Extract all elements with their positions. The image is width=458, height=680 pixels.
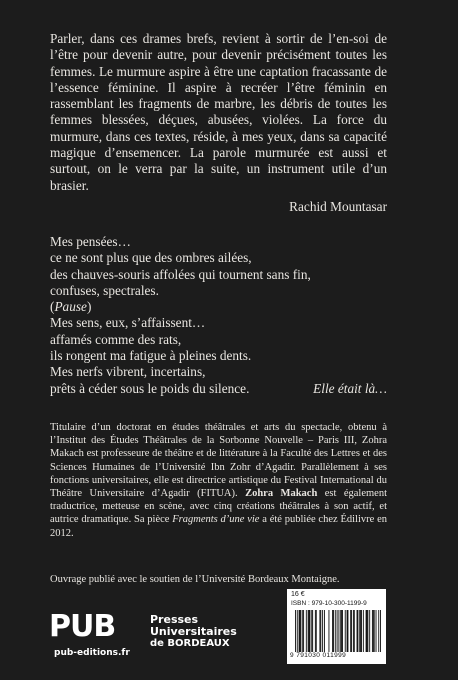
pause-word: Pause (54, 299, 87, 315)
barcode-bar (374, 610, 375, 652)
barcode-bar (295, 610, 296, 652)
barcode-bar (350, 610, 351, 652)
barcode-bar (322, 610, 323, 652)
barcode-bar (308, 610, 309, 652)
author-name: Zohra Makach (245, 488, 318, 500)
presses-line: Universitaires (150, 625, 237, 638)
barcode-bar (340, 610, 341, 652)
pub-logo: PUB (49, 609, 116, 644)
barcode-bar (341, 610, 342, 652)
barcode (295, 610, 381, 652)
barcode-box (287, 589, 386, 664)
barcode-bar (366, 610, 367, 652)
barcode-bar (342, 610, 343, 652)
poem-line: ils rongent ma fatigue à pleines dents. (50, 348, 252, 364)
poem-line: affamés comme des rats, (50, 331, 182, 347)
author-bio (50, 421, 387, 540)
poem-line: Mes pensées… (50, 234, 131, 249)
bio-part: Titulaire d’un doctorat en études théâtrales et arts du spectacle, obtenu à l’Institut des Études Théâtrales de la Sorbonne Nouvelle – Paris III, Zohra Makach est professeure de théâtre et de littérature à la Faculté des Lettres et des Sciences Humaines de l’Université Ibn Zohr d’Agadir. Parallèlement à ses fonctions universitaires, elle est directrice artistique du Festival International du Théâtre Universitaire d’Agadir (FITUA). (50, 422, 387, 500)
barcode-bar (300, 610, 301, 652)
poem (50, 234, 390, 397)
paren-close: ) (86, 299, 92, 315)
bio-part: a été publiée chez Édilivre en 2012. (50, 514, 387, 539)
barcode-bar (351, 610, 352, 652)
barcode-bar (369, 610, 370, 652)
barcode-bar (306, 610, 307, 652)
isbn: ISBN : 979-10-300-1199-9 (291, 600, 367, 607)
barcode-bar (367, 610, 368, 652)
barcode-bar (312, 610, 313, 652)
barcode-bar (311, 610, 312, 652)
barcode-bar (363, 610, 364, 652)
barcode-bar (297, 610, 298, 652)
barcode-bar (337, 610, 338, 652)
barcode-bar (348, 610, 349, 652)
pub-url: pub-editions.fr (54, 648, 130, 658)
barcode-bar (302, 610, 303, 652)
barcode-bar (335, 610, 336, 652)
barcode-bar (353, 610, 354, 652)
barcode-bar (299, 610, 300, 652)
poem-line: confuses, spectrales. (50, 282, 159, 298)
barcode-bar (360, 610, 361, 652)
barcode-bar (324, 610, 325, 652)
barcode-bar (347, 610, 348, 652)
barcode-bar (354, 610, 355, 652)
intro-text: Parler, dans ces drames brefs, revient à sortir de l’en-soi de l’être pour devenir autre, pour devenir précisément toutes les femmes. Le murmure aspire à être une captation fracassante de l’essence féminine. Il aspire à recréer l’être féminin en rassemblant les fragments de marbre, les débris de toutes les femmes blessées, déçues, abusées, violées. La force du murmure, dans ces textes, réside, à mes yeux, dans sa capacité magique d’ensemencer. La parole murmurée est aussi et surtout, on le verra par la suite, un instrument utile d’un brasier. (50, 31, 387, 193)
barcode-bar (319, 610, 320, 652)
poem-line: Mes nerfs vibrent, incertains, (50, 364, 206, 380)
barcode-bar (359, 610, 360, 652)
presses-logo (150, 614, 237, 650)
barcode-bar (376, 610, 377, 652)
barcode-bar (315, 610, 316, 652)
support-note: Ouvrage publié avec le soutien de l’Université Bordeaux Montaigne. (50, 574, 340, 585)
barcode-bar (309, 610, 310, 652)
barcode-bar (328, 610, 329, 652)
poem-line-pause (50, 299, 390, 315)
barcode-bar (338, 610, 339, 652)
poem-line: Mes sens, eux, s’affaissent… (50, 315, 206, 331)
barcode-bar (380, 610, 381, 652)
barcode-bar (309, 610, 310, 652)
poem-line: des chauves-souris affolées qui tournent sans fin, (50, 266, 311, 282)
presses-line: Presses (150, 613, 199, 626)
barcode-bar (367, 610, 368, 652)
poem-end: Elle était là… (313, 381, 387, 396)
presses-line: de BORDEAUX (150, 638, 230, 649)
signature: Rachid Mountasar (289, 199, 387, 214)
barcode-bar (333, 610, 334, 652)
poem-line: ce ne sont plus que des ombres ailées, (50, 250, 252, 266)
barcode-bar (372, 610, 373, 652)
barcode-bar (361, 610, 362, 652)
poem-line: prêts à céder sous le poids du silence. (50, 380, 250, 396)
barcode-bar (373, 610, 374, 652)
barcode-bar (316, 610, 317, 652)
barcode-bar (300, 610, 301, 652)
barcode-bar (345, 610, 346, 652)
barcode-bar (303, 610, 304, 652)
bio-part: est également traductrice, metteuse en scène, avec cinq créations théâtrales à son actif, et autrice dramatique. Sa pièce (50, 488, 387, 526)
price: 16 € (291, 591, 305, 598)
paren-open: ( (50, 299, 55, 315)
barcode-bar (332, 610, 333, 652)
barcode-bar (378, 610, 379, 652)
barcode-digits: 9 791030 011999 (290, 652, 347, 659)
barcode-bar (320, 610, 321, 652)
barcode-bar (357, 610, 358, 652)
book-title: Fragments d’une vie (172, 514, 260, 526)
barcode-bar (357, 610, 358, 652)
